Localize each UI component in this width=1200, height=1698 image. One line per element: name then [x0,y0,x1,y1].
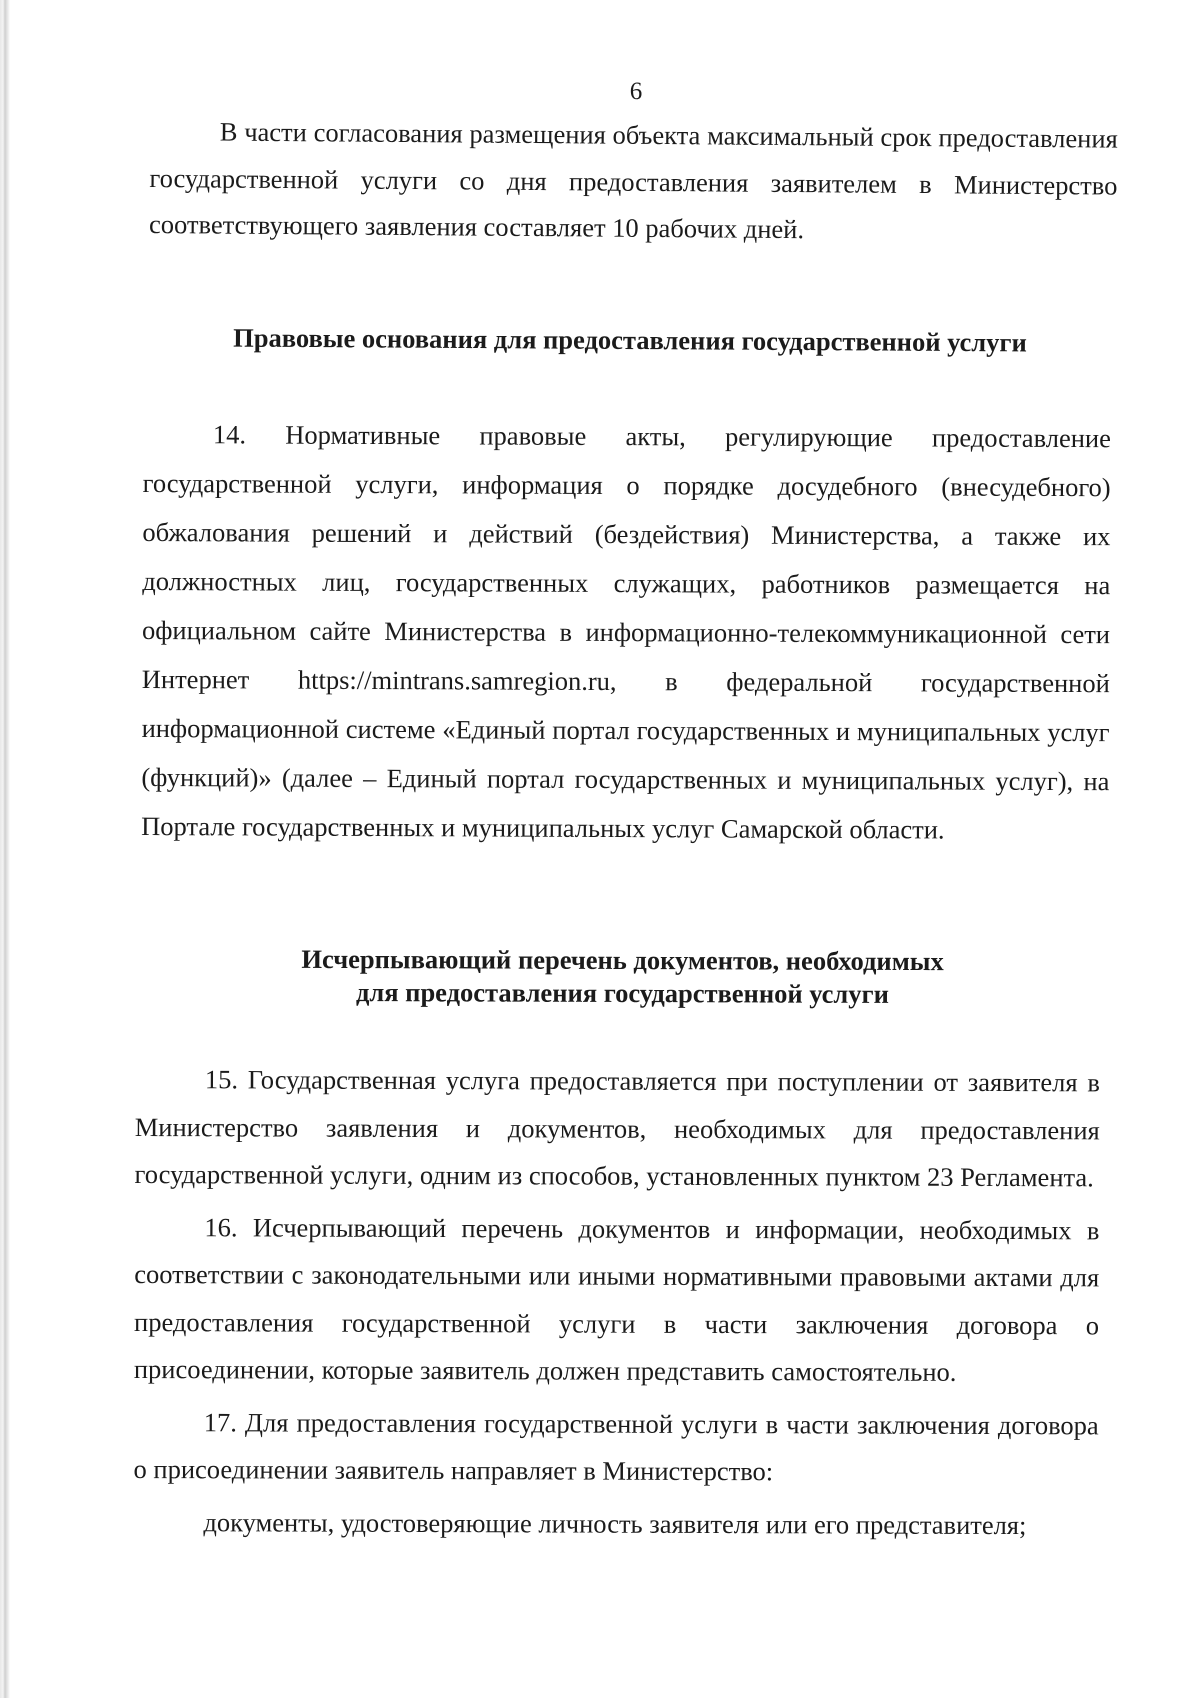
heading-documents-line-1: Исчерпывающий перечень документов, необходимых [301,943,944,977]
paragraph-intro: В части согласования размещения объекта максимальный срок предоставления государственной услуги со дня предоставления заявителем в Министерство соответствующего заявления составляет 10 рабочих дней. [148,116,1118,245]
section-legal-basis [141,410,1111,855]
heading-legal-basis [200,321,1060,359]
section-documents [133,1056,1100,1549]
paragraph-17: 17. Для предоставления государственной услуги в части заключения договора о присоединении заявитель направляет в Министерство: [133,1406,1099,1487]
paragraph-16: 16. Исчерпывающий перечень документов и информации, необходимых в соответствии с законодательными или иными нормативными правовыми актами для предоставления государственной услуги в части заключения договора о присоединении, которые заявитель должен представить самостоятельно. [133,1211,1100,1387]
heading-documents-line-2: для предоставления государственной услуги [355,977,889,1009]
paragraph-17-item-1: документы, удостоверяющие личность заявителя или его представителя; [203,1506,1027,1540]
page-number: 6 [629,78,643,105]
paragraph-14: 14. Нормативные правовые акты, регулирующие предоставление государственной услуги, информация о порядке досудебного (внесудебного) обжалования решений и действий (бездействия) Министерства, а также их должностных лиц, государственных служащих, работников размещается на официальном сайте Министерства в информационно-телекоммуникационной сети Интернет https://mintrans.samregion.ru, в федеральной государственной информационной системе «Единый портал государственных и муниципальных услуг (функций)» (далее – Единый портал государственных и муниципальных услуг), на Портале государственных и муниципальных услуг Самарской области. [141,419,1111,845]
heading-documents-list [210,943,1035,1012]
heading-legal-basis-text: Правовые основания для предоставления государственной услуги [233,322,1027,358]
intro-block [149,108,1118,255]
paragraph-15: 15. Государственная услуга предоставляется при поступлении от заявителя в Министерство заявления и документов, необходимых для предоставления государственной услуги, одним из способов, установленных пунктом 23 Регламента. [134,1064,1100,1193]
